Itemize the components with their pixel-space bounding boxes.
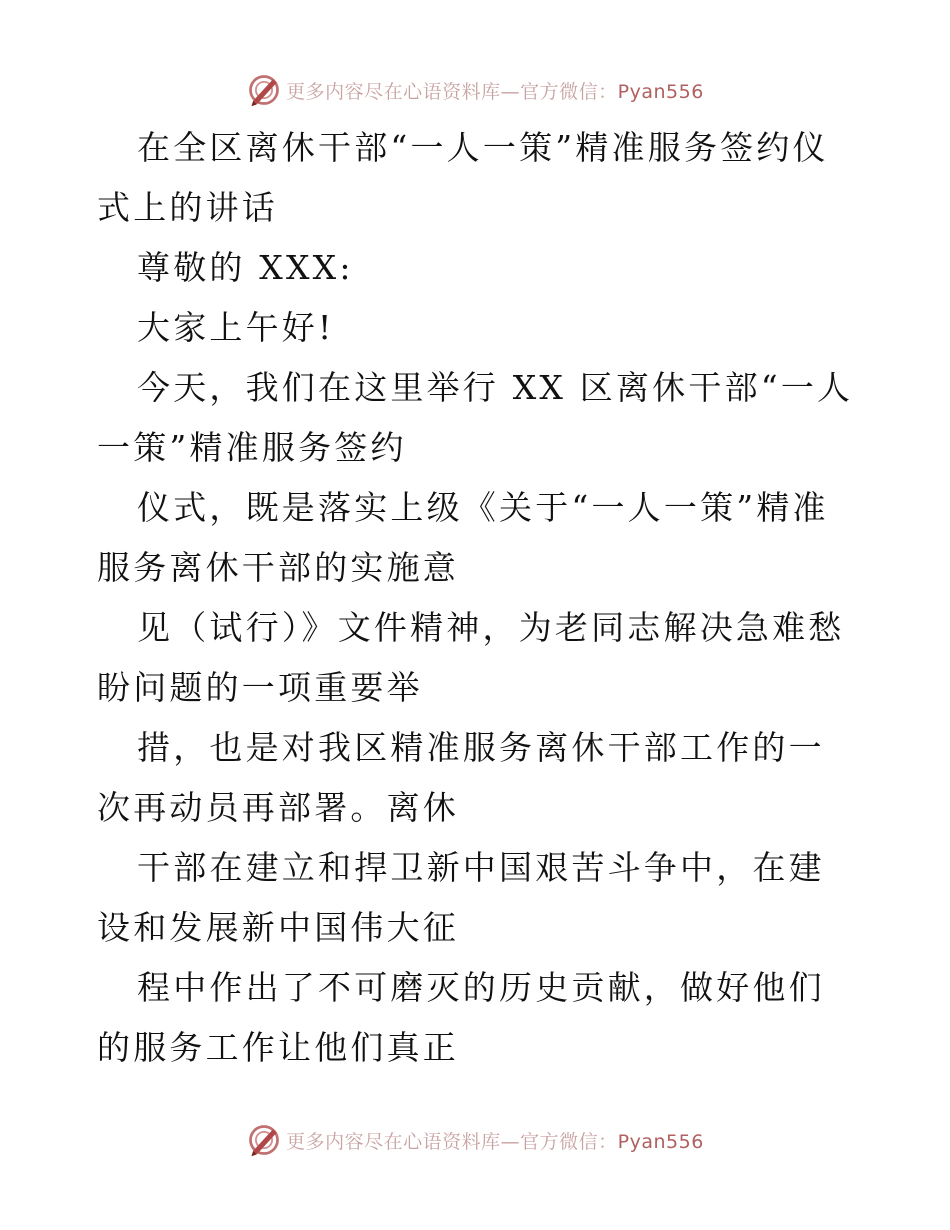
- banner-text: [286, 77, 704, 104]
- banner-wechat-id: Pyan556: [617, 1130, 704, 1153]
- body-paragraph: 见（试行）》文件精神，为老同志解决急难愁盼问题的一项重要举: [97, 608, 845, 707]
- body-paragraph: 今天，我们在这里举行 XX 区离休干部“一人一策”精准服务签约: [97, 368, 854, 467]
- footer-watermark-banner: [0, 1120, 950, 1160]
- body-paragraph: 措，也是对我区精准服务离休干部工作的一次再动员再部署。离休: [97, 728, 825, 827]
- banner-text: [286, 1127, 704, 1154]
- pen-logo-icon: [246, 72, 282, 108]
- body-paragraph: 程中作出了不可磨灭的历史贡献，做好他们的服务工作让他们真正: [97, 968, 825, 1067]
- greeting: 大家上午好!: [137, 308, 335, 347]
- document-title: 在全区离休干部“一人一策”精准服务签约仪式上的讲话: [97, 128, 829, 227]
- banner-wechat-id: Pyan556: [617, 80, 704, 103]
- body-paragraph: 干部在建立和捍卫新中国艰苦斗争中，在建设和发展新中国伟大征: [97, 848, 825, 947]
- banner-slogan: 更多内容尽在心语资料库—官方微信：: [286, 80, 618, 103]
- banner-slogan: 更多内容尽在心语资料库—官方微信：: [286, 1130, 618, 1153]
- pen-logo-icon: [246, 1122, 282, 1158]
- header-watermark-banner: [0, 70, 950, 110]
- document-body: [97, 118, 857, 1078]
- body-paragraph: 仪式，既是落实上级《关于“一人一策”精准服务离休干部的实施意: [97, 488, 829, 587]
- salutation: 尊敬的 XXX:: [137, 248, 354, 287]
